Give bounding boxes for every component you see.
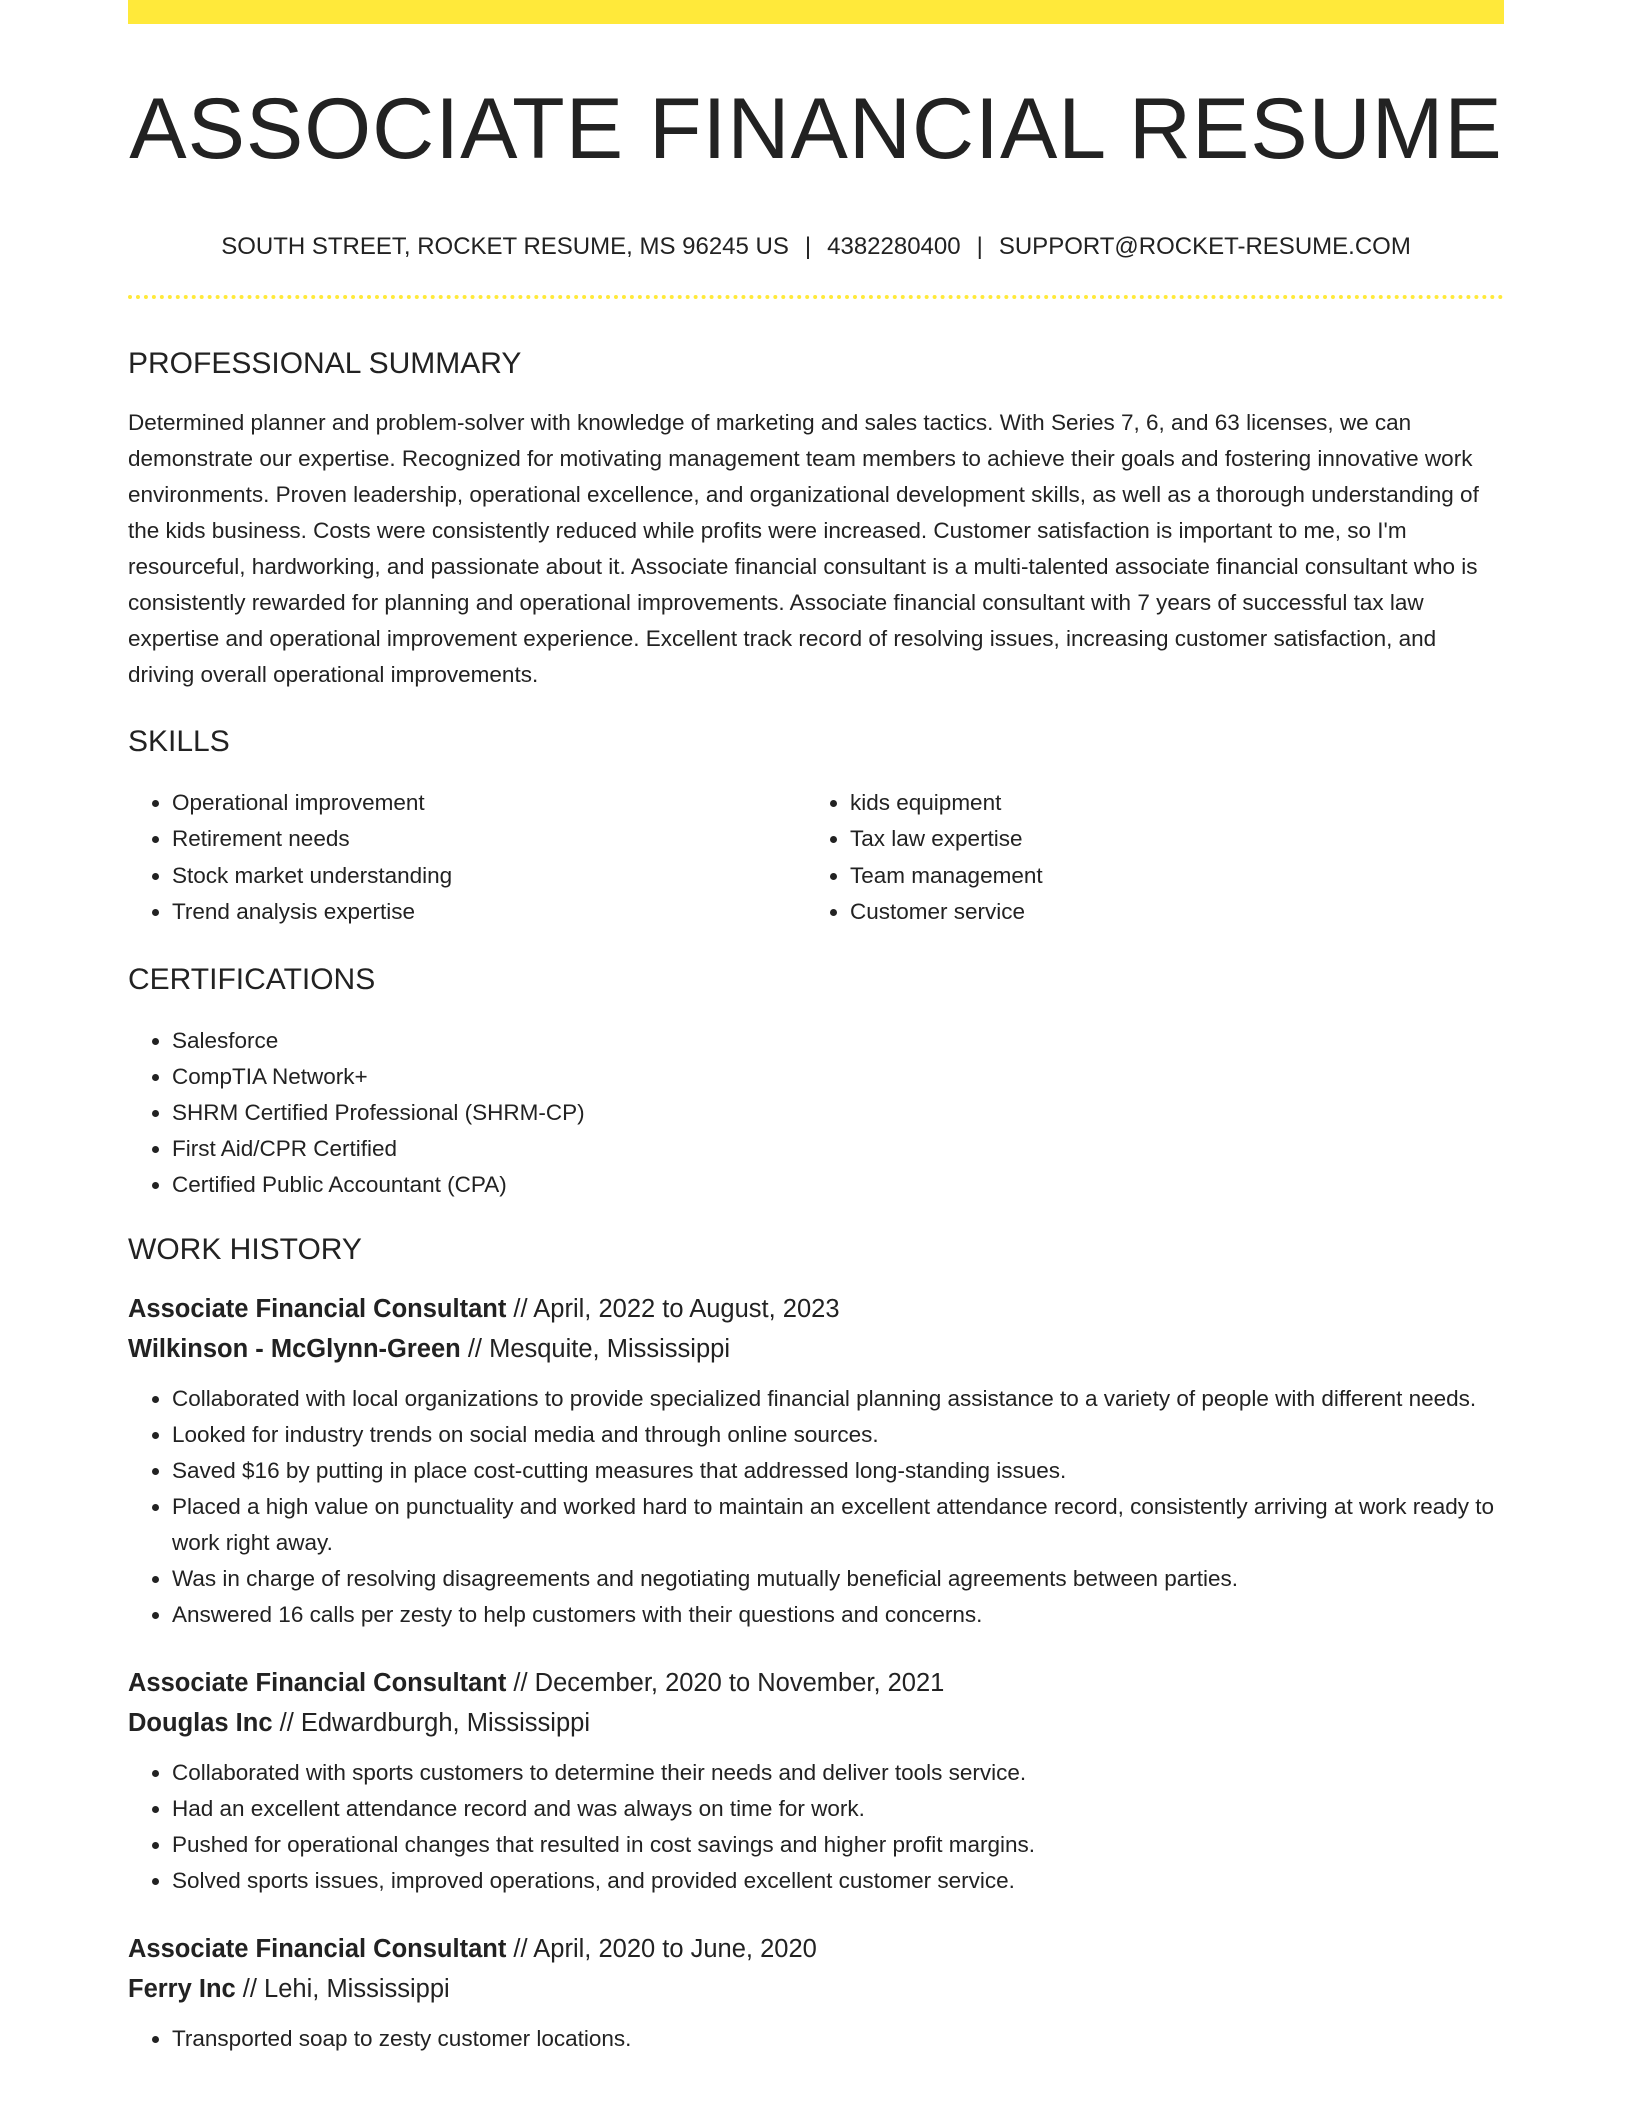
job-entry (128, 1289, 1504, 1633)
job-role: Associate Financial Consultant (128, 1668, 507, 1697)
job-duties (128, 1381, 1504, 1633)
skill-item: • Retirement needs (172, 821, 806, 858)
job-location: // Edwardburgh, Mississippi (272, 1708, 590, 1737)
contact-separator: | (804, 232, 812, 260)
summary-heading: PROFESSIONAL SUMMARY (128, 346, 522, 380)
duty-item: • Collaborated with sports customers to determine their needs and deliver tools service. (172, 1755, 1504, 1791)
certification-item: • CompTIA Network+ (172, 1059, 1504, 1095)
resume-title: ASSOCIATE FINANCIAL RESUME (129, 81, 1503, 177)
certification-item: • SHRM Certified Professional (SHRM-CP) (172, 1095, 1504, 1131)
skill-item: • kids equipment (850, 785, 1043, 822)
skill-item: • Team management (850, 858, 1043, 895)
skill-item: • Operational improvement (172, 785, 806, 822)
duty-item: • Was in charge of resolving disagreements and negotiating mutually beneficial agreements between parties. (172, 1561, 1504, 1597)
job-entry (128, 1929, 1504, 2057)
skill-item: • Tax law expertise (850, 821, 1043, 858)
job-duties (128, 1755, 1504, 1899)
job-duties (128, 2021, 1504, 2057)
certification-item: • Salesforce (172, 1023, 1504, 1059)
job-company-line (128, 1969, 1504, 2009)
job-company: Ferry Inc (128, 1974, 236, 2003)
job-role: Associate Financial Consultant (128, 1934, 507, 1963)
work-history-heading: WORK HISTORY (128, 1232, 362, 1266)
resume-page (128, 0, 1504, 2057)
job-role-line (128, 1289, 1504, 1329)
accent-top-bar (128, 0, 1504, 24)
duty-item: • Saved $16 by putting in place cost-cutting measures that addressed long-standing issues. (172, 1453, 1504, 1489)
job-entry (128, 1663, 1504, 1899)
job-dates: // December, 2020 to November, 2021 (506, 1668, 945, 1697)
contact-separator: | (976, 232, 983, 260)
contact-line (128, 233, 1504, 261)
job-company: Wilkinson - McGlynn-Green (128, 1334, 461, 1363)
duty-item: • Pushed for operational changes that resulted in cost savings and higher profit margins. (172, 1827, 1504, 1863)
skills-column-left (128, 785, 806, 931)
contact-email: SUPPORT@ROCKET-RESUME.COM (998, 232, 1411, 260)
job-company-line (128, 1703, 1504, 1743)
duty-item: • Transported soap to zesty customer locations. (172, 2021, 1504, 2057)
duty-item: • Answered 16 calls per zesty to help customers with their questions and concerns. (172, 1597, 1504, 1633)
job-dates: // April, 2020 to June, 2020 (506, 1934, 817, 1963)
skill-item: • Customer service (850, 894, 1043, 931)
job-dates: // April, 2022 to August, 2023 (506, 1294, 840, 1323)
certifications-heading: CERTIFICATIONS (128, 962, 376, 996)
contact-address: SOUTH STREET, ROCKET RESUME, MS 96245 US (221, 232, 789, 260)
duty-item: • Collaborated with local organizations to provide specialized financial planning assistance to a variety of people with different needs. (172, 1381, 1504, 1417)
job-role-line (128, 1663, 1504, 1703)
certification-item: • Certified Public Accountant (CPA) (172, 1167, 1504, 1203)
dotted-divider (128, 295, 1504, 299)
duty-item: • Looked for industry trends on social media and through online sources. (172, 1417, 1504, 1453)
job-company-line (128, 1329, 1504, 1369)
certifications-list (128, 1023, 1504, 1203)
job-location: // Lehi, Mississippi (235, 1974, 450, 2003)
job-company: Douglas Inc (128, 1708, 273, 1737)
contact-phone: 4382280400 (827, 232, 961, 260)
duty-item: • Placed a high value on punctuality and worked hard to maintain an excellent attendance record, consistently arriving at work ready to work right away. (172, 1489, 1504, 1561)
duty-item: • Had an excellent attendance record and was always on time for work. (172, 1791, 1504, 1827)
job-role-line (128, 1929, 1504, 1969)
certification-item: • First Aid/CPR Certified (172, 1131, 1504, 1167)
skills-column-right (806, 785, 1043, 931)
skills-list (128, 785, 1504, 931)
job-role: Associate Financial Consultant (128, 1294, 507, 1323)
summary-text: Determined planner and problem-solver with knowledge of marketing and sales tactics. With Series 7, 6, and 63 licenses, we can demonstrate our expertise. Recognized for motivating management team members to achieve their goals and fostering innovative work environments. Proven leadership, operational excellence, and organizational development skills, as well as a thorough understanding of the kids business. Costs were consistently reduced while profits were increased. Customer satisfaction is important to me, so I'm resourceful, hardworking, and passionate about it. Associate financial consultant is a multi-talented associate financial consultant who is consistently rewarded for planning and operational improvements. Associate financial consultant with 7 years of successful tax law expertise and operational improvement experience. Excellent track record of resolving issues, increasing customer satisfaction, and driving overall operational improvements. (128, 409, 1479, 687)
skill-item: • Trend analysis expertise (172, 894, 806, 931)
job-location: // Mesquite, Mississippi (460, 1334, 730, 1363)
duty-item: • Solved sports issues, improved operations, and provided excellent customer service. (172, 1863, 1504, 1899)
skill-item: • Stock market understanding (172, 858, 806, 895)
skills-heading: SKILLS (128, 724, 230, 758)
